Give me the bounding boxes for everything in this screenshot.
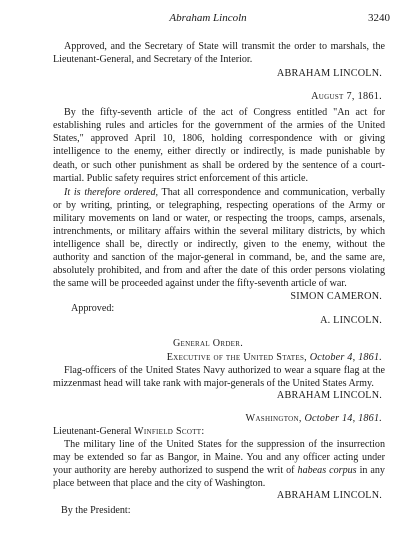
habeas-corpus-paragraph [53,438,385,490]
dateline-date-october-14: October 14, 1861. [304,412,382,424]
order-body-text: That all correspondence and communication, verbally or by writing, printing, or telegraphing, respecting operations of the Army or military movements on land or water, or respecting the troops, camps, arsenals, intrenchments, or military affairs within the several military districts, by which intelligence shall be, directly or indirectly, given to the enemy, without the authority and sanction of the major-general in command, be, and the same are, absolutely prohibited, and from and after the date of this order persons violating the same will be proceeded against under the fifty-seventh article of war. [53,186,386,290]
general-order-heading: General Order. [172,337,244,349]
dateline-august: August 7, 1861. [311,91,382,103]
page-header [0,12,416,26]
approved-label: Approved: [71,302,115,314]
order-lead-phrase: It is therefore ordered, [64,186,159,198]
dateline-prefix: Executive of the United States, [166,351,307,363]
addressee-suffix: : [201,425,205,437]
order-paragraph-2 [53,186,385,291]
dateline-october-4 [167,352,382,363]
order-paragraph-1: By the fifty-seventh article of the act of Congress entitled "An act for establishing rules and articles for the government of the armies of the United States," approved April 10, 1806, holding correspondence with or giving intelligence to the enemy, either directly or indirectly, is made punishable by death, or such other punishment as shall be ordered by the sentence of a court-martial. Public safety requires strict enforcement of this article. [53,107,385,184]
addressee-name: Winfield Scott [134,425,202,437]
running-title: Abraham Lincoln [169,12,247,24]
approval-paragraph: Approved, and the Secretary of State will transmit the order to marshals, the Lieutenant-General, and Secretary of the Interior. [53,41,385,66]
signature-lincoln-2: A. LINCOLN. [320,314,382,326]
dateline-date: October 4, 1861. [309,351,382,363]
signature-lincoln-1: ABRAHAM LINCOLN. [276,68,382,80]
dateline-october-14 [246,413,382,424]
signature-lincoln-4: ABRAHAM LINCOLN. [276,490,382,502]
habeas-text-a: The military line of the United States for the suppression of the insurrection may be extended so far as Bangor, in Maine. You and any officer acting under your authority are hereby authorized to suspend the writ of [53,438,385,476]
signature-cameron: SIMON CAMERON. [290,290,382,302]
page-number: 3240 [368,12,390,24]
signature-lincoln-3: ABRAHAM LINCOLN. [276,389,382,401]
addressee-line [53,426,204,437]
flag-officers-paragraph: Flag-officers of the United States Navy authorized to wear a square flag at the mizzenmast head will take rank with major-generals of the United States Army. [53,364,385,389]
by-the-president: By the President: [61,505,131,517]
habeas-text-b: in any place between that place and the city of Washington. [53,464,385,489]
addressee-prefix: Lieutenant-General [53,425,134,437]
dateline-prefix-washington: Washington, [245,412,302,424]
habeas-italic: habeas corpus [297,464,357,476]
